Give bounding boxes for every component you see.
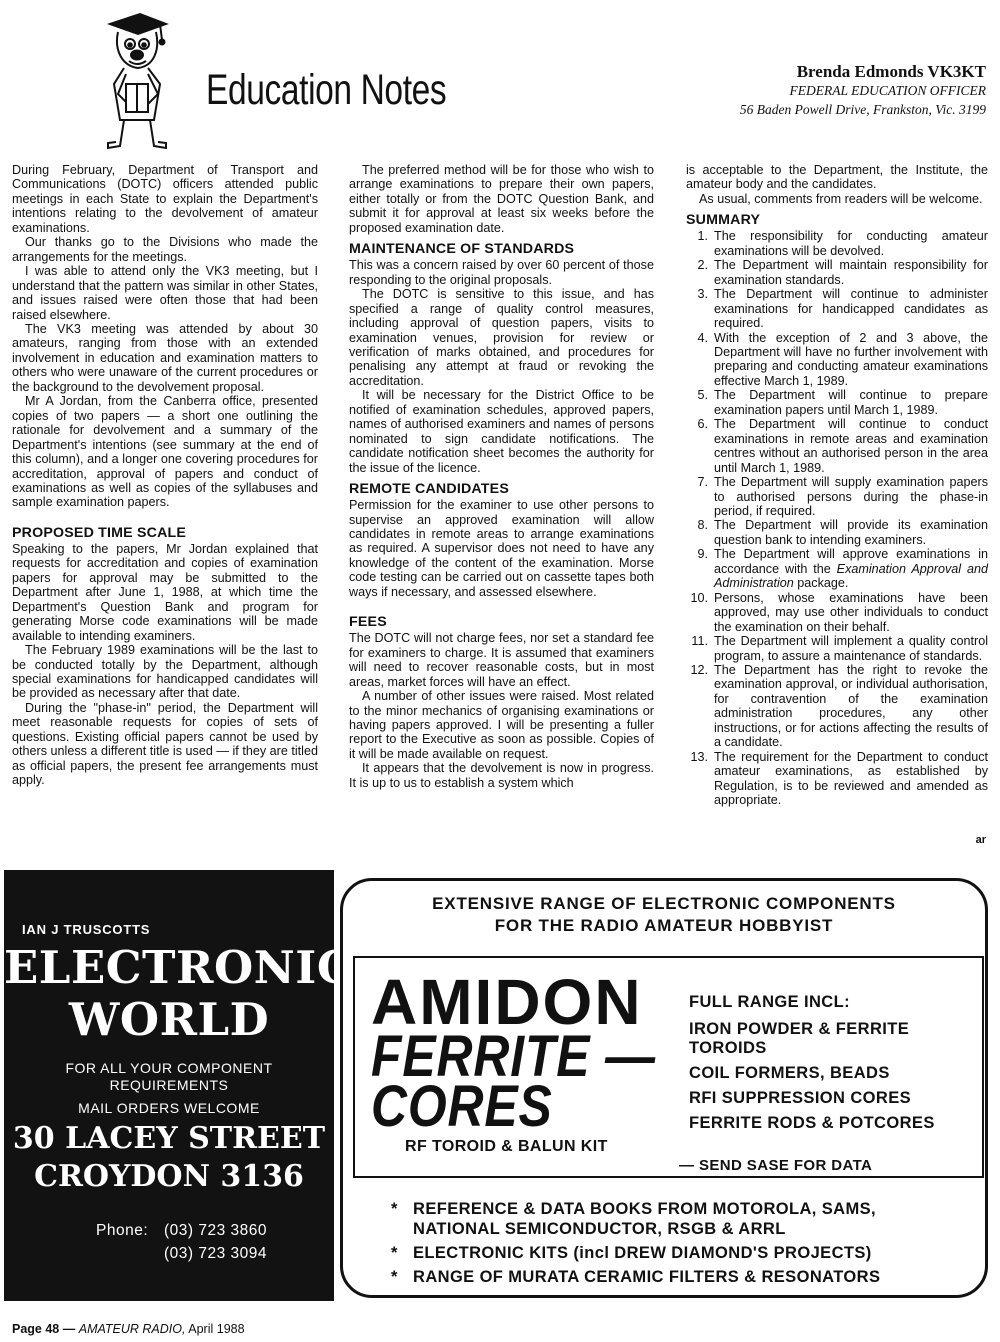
summary-item: [686, 417, 988, 475]
summary-item-text: The Department will continue to prepare examination papers until March 1, 1989.: [714, 388, 988, 417]
summary-item-text: The Department will continue to administer examinations for handicapped candidates as required.: [714, 287, 988, 331]
summary-item-number: 7.: [697, 475, 708, 490]
summary-item-number: 3.: [697, 287, 708, 302]
product-line-ferrite: FERRITE —: [371, 1024, 656, 1089]
store-name: [4, 941, 354, 1046]
summary-item-number: 5.: [697, 388, 708, 403]
summary-item-text: The requirement for the Department to conduct amateur examinations, as established by Regulation, is to be reviewed and amended as appropriate.: [714, 749, 988, 808]
summary-item-text: With the exception of 2 and 3 above, the Department will have no further involvement with preparing and conducting amateur examinations effective March 1, 1989.: [714, 330, 988, 388]
page-title: Education Notes: [206, 66, 447, 114]
publication-name: AMATEUR RADIO,: [78, 1322, 186, 1336]
send-sase-note: — SEND SASE FOR DATA: [679, 1157, 873, 1174]
summary-item-text: Persons, whose examinations have been approved, may use other individuals to conduct the examination on their behalf.: [714, 590, 988, 634]
phone-label: Phone:: [96, 1222, 149, 1239]
advert-headline: [343, 893, 985, 937]
article-end-mark: ar: [975, 834, 986, 846]
product-line-cores: CORES: [371, 1074, 553, 1139]
headline-line-1: EXTENSIVE RANGE OF ELECTRONIC COMPONENTS: [432, 894, 896, 913]
asterisk-icon: *: [391, 1268, 398, 1286]
paragraph: Mr A Jordan, from the Canberra office, presented copies of two papers — a short one outlining the rationale for devolvement and a summary of the Department's intentions (see summary at the end of this column), and a longer one covering procedures for accreditation, approval of papers and conduct of examinations as well as copies of the syllabuses and sample examination papers.: [12, 394, 318, 510]
issue-date: April 1988: [188, 1322, 245, 1336]
bullet-text: REFERENCE & DATA BOOKS FROM MOTOROLA, SAMS, NATIONAL SEMICONDUCTOR, RSGB & ARRL: [413, 1200, 877, 1238]
city-line: CROYDON 3136: [34, 1159, 304, 1194]
amidon-advert: [340, 878, 988, 1298]
summary-item: [686, 634, 988, 663]
paragraph: During the "phase-in" period, the Department will meet reasonable requests for copies of sets of questions. Existing official papers cannot be used by others unless a different title is used — if they are titled as official papers, the present fee arrangements must apply.: [12, 700, 318, 788]
section-heading-fees: FEES: [349, 614, 387, 631]
range-title: FULL RANGE INCL:: [689, 993, 850, 1011]
summary-item-text-end: package.: [793, 576, 849, 591]
summary-item: [686, 518, 988, 547]
summary-item-number: 8.: [697, 518, 708, 533]
paragraph: The preferred method will be for those who wish to arrange examinations to prepare their own papers, either totally or from the DOTC Question Bank, and submit it for approval at least six weeks before the proposed examination date.: [349, 163, 654, 235]
author-block: [740, 62, 986, 119]
toroid-kit-label: RF TOROID & BALUN KIT: [405, 1138, 608, 1155]
paragraph: I was able to attend only the VK3 meeting, but I understand that the pattern was similar in other States, and issues raised were often those that had been raised elsewhere.: [12, 264, 318, 322]
paragraph: A number of other issues were raised. Most related to the minor mechanics of organising examinations or having papers approved. I will be presenting a fuller report to the Executive as soon as possible. Copies of it will be made available on request.: [349, 689, 654, 761]
bullet-item: [391, 1267, 883, 1287]
phone-number-1: (03) 723 3860: [164, 1222, 268, 1239]
summary-item-number: 2.: [697, 258, 708, 273]
paragraph: Our thanks go to the Divisions who made the arrangements for the meetings.: [12, 235, 318, 264]
store-name-line-1: ELECTRONIC: [4, 941, 354, 994]
summary-item: [686, 547, 988, 590]
section-heading-remote: REMOTE CANDIDATES: [349, 481, 509, 498]
range-item: FERRITE RODS & POTCORES: [689, 1114, 935, 1132]
author-address: 56 Baden Powell Drive, Frankston, Vic. 3199: [739, 102, 986, 117]
graduate-mascot-illustration: [100, 10, 172, 152]
range-item: IRON POWDER & FERRITE TOROIDS: [689, 1020, 910, 1057]
paragraph: Permission for the examiner to use other persons to supervise an approved examination will allow candidates in remote areas to arrange examinations as required. A supervisor does not need to have any knowledge of the content of the examination. Morse code testing can be carried out on cassette tapes both ways if necessary, and assessed elsewhere.: [349, 498, 654, 599]
summary-item-text: The Department has the right to revoke the examination approval, or individual authorisation, for contravention of the examination administration procedures, any other instructions, or for actions affecting the results of a candidate.: [714, 662, 988, 750]
electronic-world-advert: [4, 870, 354, 1301]
section-heading-standards: MAINTENANCE OF STANDARDS: [349, 241, 575, 258]
bullet-text: RANGE OF MURATA CERAMIC FILTERS & RESONATORS: [413, 1268, 881, 1286]
summary-item: [686, 663, 988, 750]
bullet-item: [391, 1243, 883, 1263]
paragraph: It will be necessary for the District Office to be notified of examination schedules, approved papers, names of authorised examiners and names of persons nominated to sign candidate notifications. The candidate notification sheet becomes the authority for the issue of the licence.: [349, 388, 654, 475]
paragraph: It appears that the devolvement is now in progress. It is up to us to establish a system which: [349, 761, 654, 790]
page-number: Page 48: [12, 1322, 60, 1336]
section-heading-summary: SUMMARY: [686, 212, 761, 229]
summary-item-number: 12.: [690, 662, 708, 677]
bullet-text: ELECTRONIC KITS (incl DREW DIAMOND'S PROJECTS): [413, 1244, 872, 1262]
paragraph: This was a concern raised by over 60 percent of those responding to the original proposals.: [349, 258, 654, 287]
summary-item-text: The responsibility for conducting amateur examinations will be devolved.: [714, 229, 988, 258]
summary-item-text: The Department will implement a quality control program, to assure a maintenance of standards.: [714, 634, 988, 663]
bullet-item: [391, 1199, 883, 1239]
paragraph: As usual, comments from readers will be welcome.: [699, 191, 983, 206]
paragraph: is acceptable to the Department, the Institute, the amateur body and the candidates.: [686, 163, 988, 192]
summary-item: [686, 750, 988, 808]
tagline-2: REQUIREMENTS: [109, 1077, 229, 1093]
article-column-1: [12, 163, 318, 788]
headline-line-2: FOR THE RADIO AMATEUR HOBBYIST: [494, 916, 834, 935]
summary-item-number: 11.: [691, 634, 708, 649]
summary-item: [686, 229, 988, 258]
tagline-1: FOR ALL YOUR COMPONENT: [65, 1060, 273, 1076]
summary-item: [686, 287, 988, 330]
paragraph: The DOTC will not charge fees, nor set a standard fee for examiners to charge. It is assumed that examiners will need to recover reasonable costs, but in most areas, market forces will have an effect.: [349, 631, 654, 689]
asterisk-icon: *: [391, 1200, 398, 1218]
summary-item: [686, 591, 988, 634]
store-name-line-2: WORLD: [68, 993, 270, 1046]
summary-item-number: 9.: [697, 547, 708, 562]
paragraph: The DOTC is sensitive to this issue, and has specified a range of quality control measures, including approval of question papers, visits to examination venues, provision for review or verification of marks obtained, and procedures for penalising any attempt at fraud or revoking the accreditation.: [349, 287, 654, 388]
summary-item-number: 13.: [690, 749, 708, 764]
paragraph: The VK3 meeting was attended by about 30 amateurs, ranging from those with an extended involvement in education and examination matters to others who were unaware of the current procedures or the background to the devolvement proposal.: [12, 321, 318, 394]
summary-item: [686, 331, 988, 389]
range-item: RFI SUPPRESSION CORES: [689, 1089, 912, 1107]
phone-number-2: (03) 723 3094: [164, 1245, 268, 1262]
author-role: FEDERAL EDUCATION OFFICER: [789, 83, 986, 98]
article-column-3: [686, 163, 988, 807]
article-column-2: [349, 163, 654, 790]
paragraph: During February, Department of Transport and Communications (DOTC) officers attended public meetings in each State to explain the Department's intentions relating to the devolvement of amateur examinations.: [12, 163, 318, 235]
section-heading-time-scale: PROPOSED TIME SCALE: [12, 524, 187, 541]
range-item: COIL FORMERS, BEADS: [689, 1064, 890, 1082]
summary-item-number: 4.: [697, 330, 708, 345]
summary-item-number: 6.: [697, 417, 708, 432]
summary-item-text: The Department will maintain responsibility for examination standards.: [714, 258, 988, 287]
package-title: Examination Approval and Administration: [714, 561, 988, 591]
paragraph: Speaking to the papers, Mr Jordan explained that requests for accreditation and copies of examination papers for approval may be submitted to the Department after June 1, 1988, at which time the Department's Question Bank and program for generating Morse code examinations will be made available to intending examiners.: [12, 541, 318, 643]
summary-item-text: The Department will continue to conduct examinations in remote areas and examination centres without an authorised person in the area until March 1, 1989.: [714, 417, 988, 475]
summary-item: [686, 258, 988, 287]
advert-bullets: [391, 1199, 883, 1291]
summary-item-text: The Department will provide its examination question bank to intending examiners.: [714, 518, 988, 547]
summary-item: [686, 388, 988, 417]
mail-orders-line: MAIL ORDERS WELCOME: [78, 1100, 260, 1116]
brand-name: AMIDON: [371, 966, 643, 1038]
advertiser-name: IAN J TRUSCOTTS: [22, 922, 151, 937]
page-footer: Page 48 — AMATEUR RADIO, April 1988: [12, 1322, 245, 1336]
summary-item-text: The Department will supply examination papers to authorised persons during the phase-in period, if required.: [714, 475, 988, 518]
asterisk-icon: *: [391, 1244, 398, 1262]
summary-item-number: 10.: [690, 590, 708, 605]
summary-item-number: 1.: [697, 229, 708, 244]
store-address: [4, 1120, 334, 1196]
summary-list: [686, 229, 988, 807]
summary-item-text: The Department will approve examinations in accordance with the: [714, 547, 988, 576]
street-line: 30 LACEY STREET: [12, 1121, 326, 1156]
author-name: Brenda Edmonds VK3KT: [796, 62, 986, 81]
summary-item: [686, 475, 988, 518]
paragraph: The February 1989 examinations will be the last to be conducted totally by the Department, although special examinations for handicapped candidates will be provided as necessary after that date.: [12, 643, 318, 701]
range-list: [689, 993, 974, 1139]
